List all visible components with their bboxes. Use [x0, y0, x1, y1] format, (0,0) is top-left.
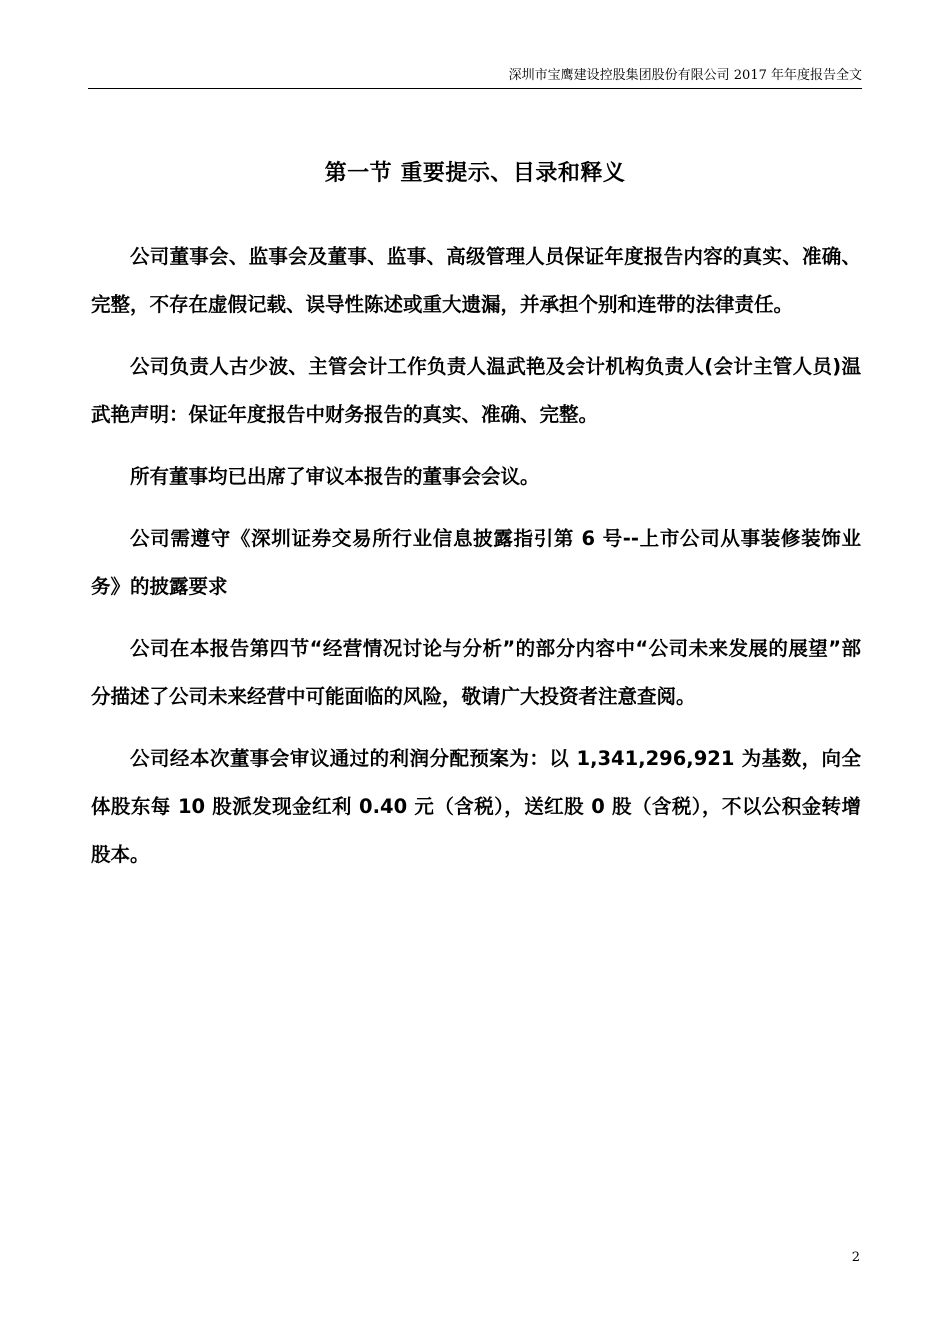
body-content	[91, 233, 861, 893]
paragraph-board-guarantee: 公司董事会、监事会及董事、监事、高级管理人员保证年度报告内容的真实、准确、完整，不存在虚假记载、误导性陈述或重大遗漏，并承担个别和连带的法律责任。	[91, 245, 861, 316]
page-header	[88, 62, 862, 89]
paragraph-risk-notice: 公司在本报告第四节“经营情况讨论与分析”的部分内容中“公司未来发展的展望”部分描述了公司未来经营中可能面临的风险，敬请广大投资者注意查阅。	[91, 637, 861, 708]
paragraph-responsible-persons-statement: 公司负责人古少波、主管会计工作负责人温武艳及会计机构负责人(会计主管人员)温武艳声明：保证年度报告中财务报告的真实、准确、完整。	[91, 355, 861, 426]
page-number: 2	[851, 1250, 860, 1265]
paragraph-profit-distribution: 公司经本次董事会审议通过的利润分配预案为：以 1,341,296,921 为基数，向全体股东每 10 股派发现金红利 0.40 元（含税），送红股 0 股（含税），不以公积金转增股本。	[91, 747, 861, 866]
paragraph-directors-attendance: 所有董事均已出席了审议本报告的董事会会议。	[130, 465, 540, 488]
section-title: 第一节 重要提示、目录和释义	[324, 161, 626, 186]
report-header-title: 深圳市宝鹰建设控股集团股份有限公司 2017 年年度报告全文	[508, 68, 862, 83]
paragraph-disclosure-guideline: 公司需遵守《深圳证券交易所行业信息披露指引第 6 号--上市公司从事装修装饰业务》的披露要求	[91, 527, 861, 598]
